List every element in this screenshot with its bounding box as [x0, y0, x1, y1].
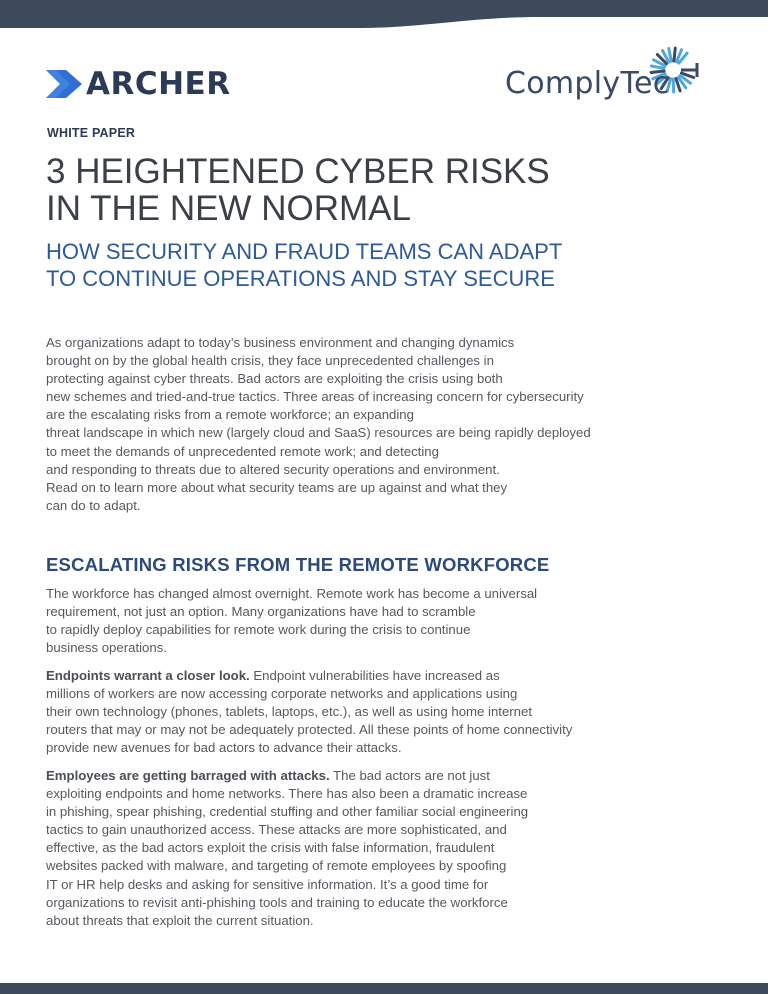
text-line: provide new avenues for bad actors to advance their attacks. [46, 740, 402, 756]
text-line: and responding to threats due to altered security operations and environment. [46, 461, 500, 477]
archer-wordmark: ARCHER [86, 66, 231, 102]
paragraph-lead: Endpoints warrant a closer look. [46, 668, 250, 683]
paragraph-lead: Employees are getting barraged with attacks. [46, 768, 330, 783]
text-line: websites packed with malware, and targeting of remote employees by spoofing [46, 858, 507, 874]
text-line: can do to adapt. [46, 497, 141, 513]
text-line: effective, as the bad actors exploit the crisis with false information, fraudulent [46, 840, 495, 856]
top-banner [0, 0, 768, 30]
text-fragment: Endpoint vulnerabilities have increased as [249, 668, 500, 683]
text-line: new schemes and tried-and-true tactics. Three areas of increasing concern for cybersecurity [46, 389, 584, 405]
document-type-label: WHITE PAPER [47, 126, 136, 140]
title-line: IN THE NEW NORMAL [46, 189, 411, 228]
text-line: to rapidly deploy capabilities for remote work during the crisis to continue [46, 622, 471, 638]
burst-ray [674, 48, 675, 61]
text-fragment: The bad actors are not just [329, 768, 490, 783]
text-line: their own technology (phones, tablets, laptops, etc.), as well as using home internet [46, 704, 533, 720]
text-line: protecting against cyber threats. Bad actors are exploiting the crisis using both [46, 371, 503, 387]
text-line: As organizations adapt to today’s business environment and changing dynamics [46, 335, 515, 350]
subtitle-line: TO CONTINUE OPERATIONS AND STAY SECURE [46, 266, 555, 291]
intro-paragraph [46, 334, 591, 515]
archer-chevron-icon [46, 70, 82, 98]
text-line: millions of workers are now accessing corporate networks and applications using [46, 686, 518, 702]
text-line: brought on by the global health crisis, they face unprecedented challenges in [46, 353, 494, 369]
page-subtitle [46, 238, 646, 292]
text-line: IT or HR help desks and asking for sensitive information. It’s a good time for [46, 876, 489, 892]
complytec-logo [505, 28, 725, 103]
bottom-banner [0, 983, 768, 994]
text-line: in phishing, spear phishing, credential stuffing and other familiar social engineering [46, 804, 529, 820]
burst-ray [669, 48, 672, 61]
section-paragraph-3 [46, 767, 528, 930]
text-line [46, 667, 572, 685]
section-paragraph-2 [46, 667, 572, 757]
text-line [46, 767, 528, 785]
text-line: organizations to revisit anti-phishing tools and training to educate the workforce [46, 894, 508, 910]
text-line: The workforce has changed almost overnight. Remote work has become a universal [46, 586, 538, 601]
text-line: to meet the demands of unprecedented remote work; and detecting [46, 443, 439, 459]
text-line: about threats that exploit the current situation. [46, 912, 314, 928]
section-paragraph-1 [46, 585, 537, 657]
archer-logo [46, 68, 231, 100]
title-line: 3 HEIGHTENED CYBER RISKS [46, 152, 550, 191]
text-line: Read on to learn more about what security teams are up against and what they [46, 479, 508, 495]
text-line: requirement, not just an option. Many organizations have had to scramble [46, 604, 476, 620]
text-line: routers that may or may not be adequately protected. All these points of home connectivity [46, 722, 573, 738]
section-heading: ESCALATING RISKS FROM THE REMOTE WORKFORCE [46, 554, 550, 575]
text-line: tactics to gain unauthorized access. These attacks are more sophisticated, and [46, 822, 507, 838]
text-line: threat landscape in which new (largely cloud and SaaS) resources are being rapidly deployed [46, 425, 591, 441]
subtitle-line: HOW SECURITY AND FRAUD TEAMS CAN ADAPT [46, 239, 563, 264]
text-line: are the escalating risks from a remote workforce; an expanding [46, 407, 414, 423]
text-line: business operations. [46, 640, 167, 656]
complytec-wordmark: ComplyTec [505, 66, 670, 101]
page-title [46, 153, 606, 227]
text-line: exploiting endpoints and home networks. There has also been a dramatic increase [46, 786, 528, 802]
